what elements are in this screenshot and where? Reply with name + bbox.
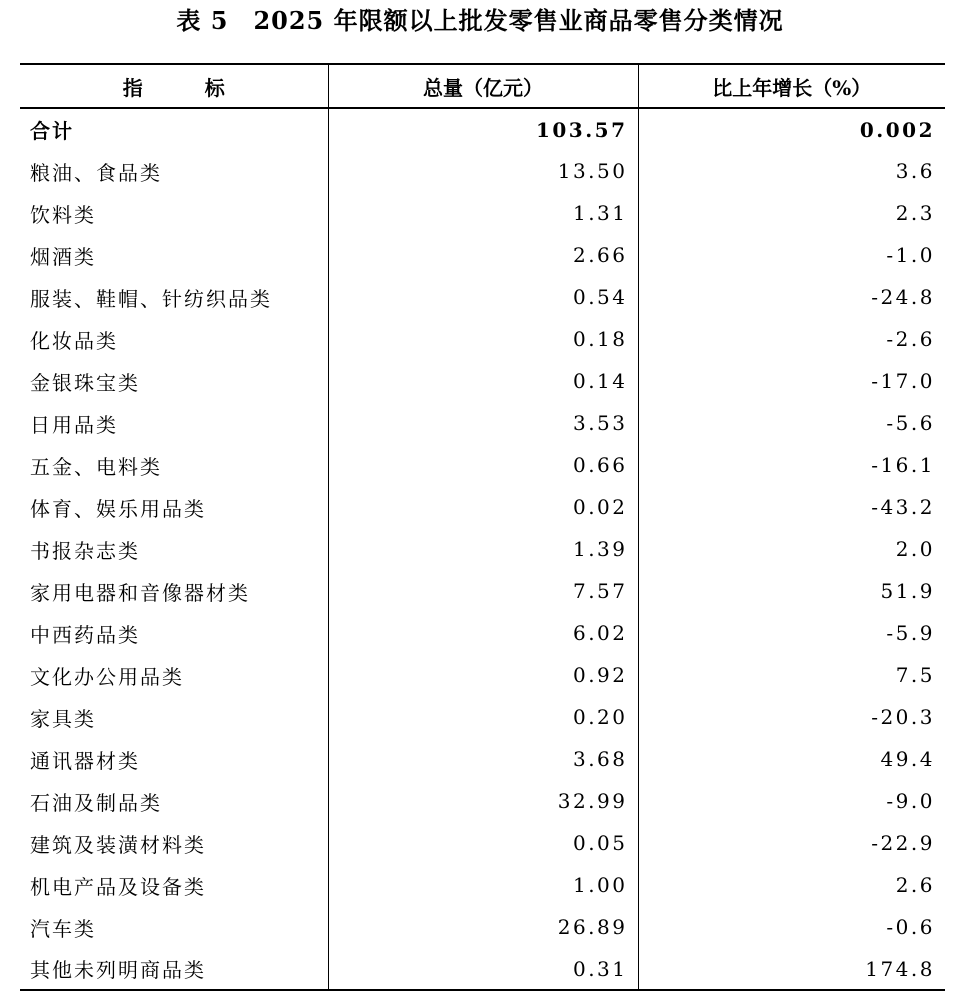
row-total: 32.99 xyxy=(328,780,638,822)
row-name: 化妆品类 xyxy=(30,328,118,353)
row-name: 文化办公用品类 xyxy=(30,664,184,689)
row-name: 通讯器材类 xyxy=(30,748,140,773)
row-total: 0.66 xyxy=(328,444,638,486)
row-name: 日用品类 xyxy=(30,412,118,437)
row-growth: 51.9 xyxy=(638,570,945,612)
header-growth: 比上年增长（%） xyxy=(638,64,945,108)
row-name: 烟酒类 xyxy=(30,244,96,269)
row-name: 中西药品类 xyxy=(30,622,140,647)
row-total: 0.05 xyxy=(328,822,638,864)
row-growth: 7.5 xyxy=(638,654,945,696)
table-row xyxy=(20,906,945,948)
row-growth: -9.0 xyxy=(638,780,945,822)
row-total: 0.20 xyxy=(328,696,638,738)
row-total: 0.31 xyxy=(328,948,638,990)
row-growth: -20.3 xyxy=(638,696,945,738)
table-row xyxy=(20,486,945,528)
row-name: 家具类 xyxy=(30,706,96,731)
row-total: 7.57 xyxy=(328,570,638,612)
row-total: 3.53 xyxy=(328,402,638,444)
table-row-total xyxy=(20,108,945,150)
row-name: 机电产品及设备类 xyxy=(30,874,206,899)
table-row xyxy=(20,234,945,276)
table-row xyxy=(20,192,945,234)
row-name: 石油及制品类 xyxy=(30,790,162,815)
row-name: 体育、娱乐用品类 xyxy=(30,496,206,521)
row-total: 1.00 xyxy=(328,864,638,906)
row-total: 1.39 xyxy=(328,528,638,570)
row-growth: -1.0 xyxy=(638,234,945,276)
table-row xyxy=(20,360,945,402)
row-growth: 49.4 xyxy=(638,738,945,780)
row-total: 3.68 xyxy=(328,738,638,780)
row-total: 0.92 xyxy=(328,654,638,696)
table-row xyxy=(20,570,945,612)
header-total: 总量（亿元） xyxy=(328,64,638,108)
row-total: 1.31 xyxy=(328,192,638,234)
row-growth: 0.002 xyxy=(638,108,945,150)
row-name: 其他未列明商品类 xyxy=(20,948,328,990)
table-row xyxy=(20,738,945,780)
table-row xyxy=(20,444,945,486)
row-total: 13.50 xyxy=(328,150,638,192)
row-name: 建筑及装潢材料类 xyxy=(30,832,206,857)
table-row xyxy=(20,612,945,654)
table-row xyxy=(20,150,945,192)
row-growth: -22.9 xyxy=(638,822,945,864)
row-growth: -5.9 xyxy=(638,612,945,654)
header-indicator-char-2: 标 xyxy=(204,75,225,100)
table-row xyxy=(20,696,945,738)
row-growth: 3.6 xyxy=(638,150,945,192)
row-name: 家用电器和音像器材类 xyxy=(30,580,250,605)
row-name: 饮料类 xyxy=(30,202,96,227)
row-name: 书报杂志类 xyxy=(30,538,140,563)
row-growth: 2.6 xyxy=(638,864,945,906)
row-growth: -43.2 xyxy=(638,486,945,528)
row-total: 26.89 xyxy=(328,906,638,948)
row-name: 粮油、食品类 xyxy=(30,160,162,185)
table-row xyxy=(20,528,945,570)
row-name: 服装、鞋帽、针纺织品类 xyxy=(30,286,272,311)
row-name: 汽车类 xyxy=(30,916,96,941)
table-row xyxy=(20,864,945,906)
table-header-row xyxy=(20,64,945,108)
header-indicator-char-1: 指 xyxy=(122,75,143,100)
row-total: 103.57 xyxy=(328,108,638,150)
row-growth: -5.6 xyxy=(638,402,945,444)
table-row xyxy=(20,276,945,318)
row-name: 五金、电料类 xyxy=(30,454,162,479)
row-total: 0.54 xyxy=(328,276,638,318)
row-growth: 2.3 xyxy=(638,192,945,234)
header-indicator xyxy=(20,64,328,108)
row-growth: 2.0 xyxy=(638,528,945,570)
row-total: 2.66 xyxy=(328,234,638,276)
table-row xyxy=(20,822,945,864)
row-growth: 174.8 xyxy=(638,948,945,990)
table-row xyxy=(20,402,945,444)
row-name: 金银珠宝类 xyxy=(30,370,140,395)
row-growth: -17.0 xyxy=(638,360,945,402)
row-total: 0.02 xyxy=(328,486,638,528)
retail-category-table xyxy=(20,63,945,991)
row-growth: -0.6 xyxy=(638,906,945,948)
table-body xyxy=(20,108,945,990)
row-growth: -24.8 xyxy=(638,276,945,318)
table-row xyxy=(20,948,945,990)
row-growth: -16.1 xyxy=(638,444,945,486)
row-growth: -2.6 xyxy=(638,318,945,360)
table-row xyxy=(20,318,945,360)
row-name: 合计 xyxy=(30,119,74,143)
table-row xyxy=(20,780,945,822)
row-total: 6.02 xyxy=(328,612,638,654)
row-total: 0.14 xyxy=(328,360,638,402)
table-row xyxy=(20,654,945,696)
table-title: 表 5 2025 年限额以上批发零售业商品零售分类情况 xyxy=(176,6,784,35)
row-total: 0.18 xyxy=(328,318,638,360)
